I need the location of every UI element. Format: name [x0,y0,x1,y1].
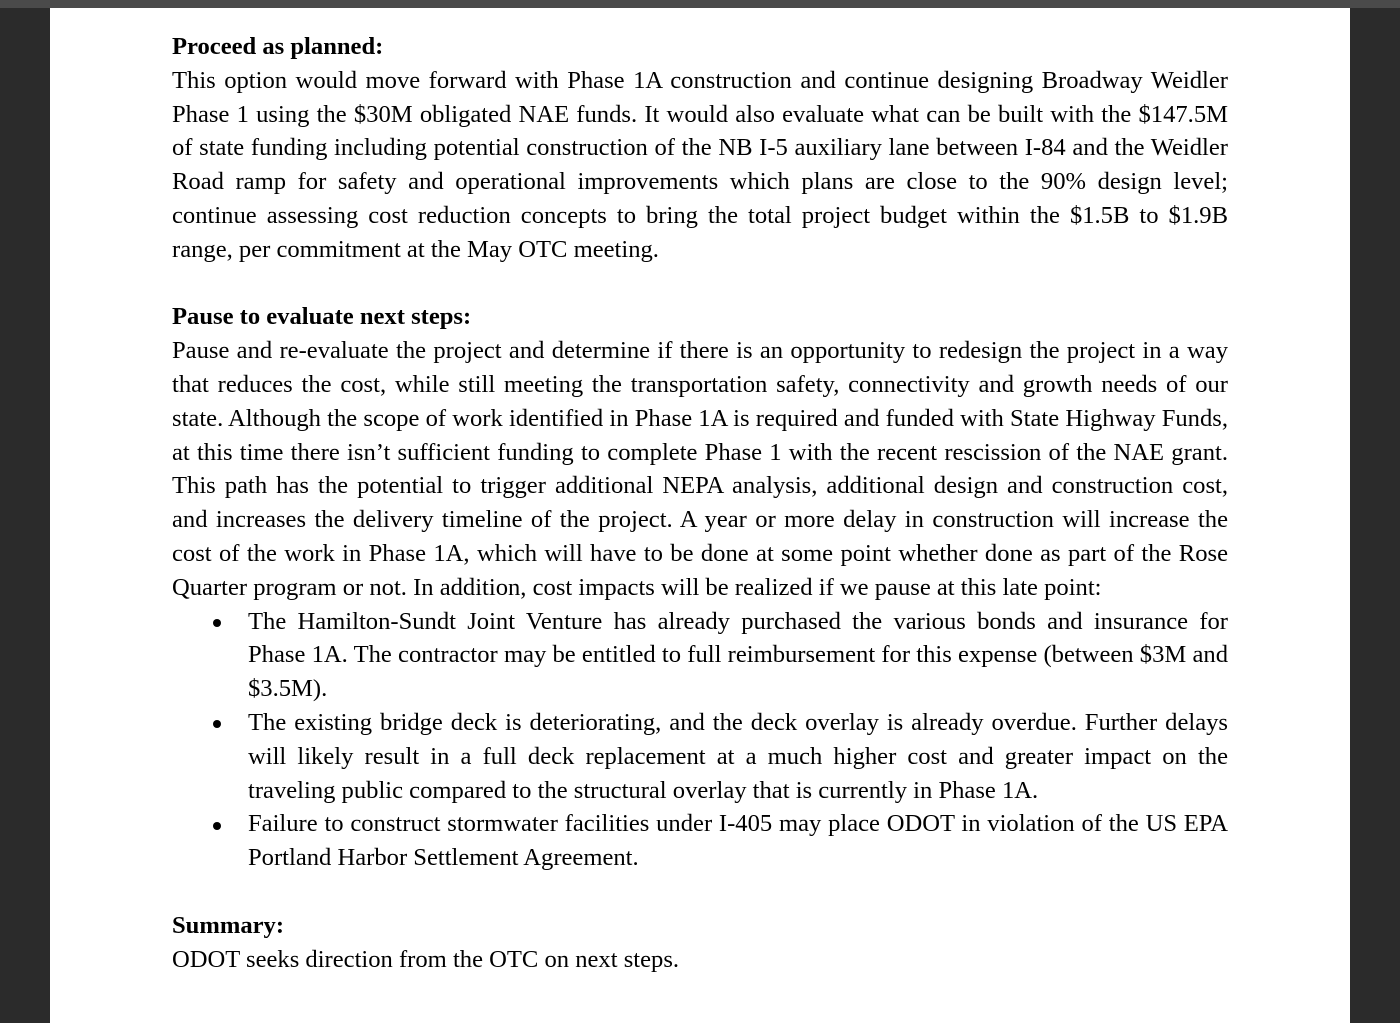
document-content [172,30,1228,976]
bullet-item [172,706,1228,807]
bullet-text: The existing bridge deck is deteriorating, and the deck overlay is already overdue. Further delays will likely result in a full deck replacement at a much higher cost and greater impact on the traveling public compared to the structural overlay that is currently in Phase 1A. [248,708,1228,804]
section-spacer [172,875,1228,909]
document-page [50,8,1350,1023]
bullet-item [172,605,1228,706]
summary-paragraph: ODOT seeks direction from the OTC on next steps. [172,945,680,973]
bullet-item [172,807,1228,875]
viewer-top-bar [0,0,1400,8]
proceed-heading: Proceed as planned: [172,33,384,60]
pause-paragraph: Pause and re-evaluate the project and determine if there is an opportunity to redesign the project in a way that reduces the cost, while still meeting the transportation safety, connectivity and growth needs of our state. Although the scope of work identified in Phase 1A is required and funded with State Highway Funds, at this time there isn’t sufficient funding to complete Phase 1 with the recent rescission of the NAE grant. This path has the potential to trigger additional NEPA analysis, additional design and construction cost, and increases the delivery timeline of the project. A year or more delay in construction will increase the cost of the work in Phase 1A, which will have to be done at some point whether done as part of the Rose Quarter program or not. In addition, cost impacts will be realized if we pause at this late point: [172,337,1228,601]
pause-heading: Pause to evaluate next steps: [172,303,472,331]
bullet-icon [210,706,224,740]
summary-heading: Summary: [172,911,285,939]
bullet-icon [210,807,224,841]
proceed-paragraph: This option would move forward with Phase 1A construction and continue designing Broadway Weidler Phase 1 using the $30M obligated NAE funds. It would also evaluate what can be built with the $147.5M of state funding including potential construction of the NB I-5 auxiliary lane between I-84 and the Weidler Road ramp for safety and operational improvements which plans are close to the 90% design level; continue assessing cost reduction concepts to bring the total project budget within the $1.5B to $1.9B range, per commitment at the May OTC meeting. [172,66,1228,263]
section-spacer [172,267,1228,301]
pause-bullet-list [172,605,1228,875]
bullet-text: Failure to construct stormwater facilities under I-405 may place ODOT in violation of the US EPA Portland Harbor Settlement Agreement. [248,810,1228,872]
bullet-text: The Hamilton-Sundt Joint Venture has already purchased the various bonds and insurance for Phase 1A. The contractor may be entitled to full reimbursement for this expense (between $3M and $3.5M). [248,607,1228,703]
bullet-icon [210,605,224,639]
